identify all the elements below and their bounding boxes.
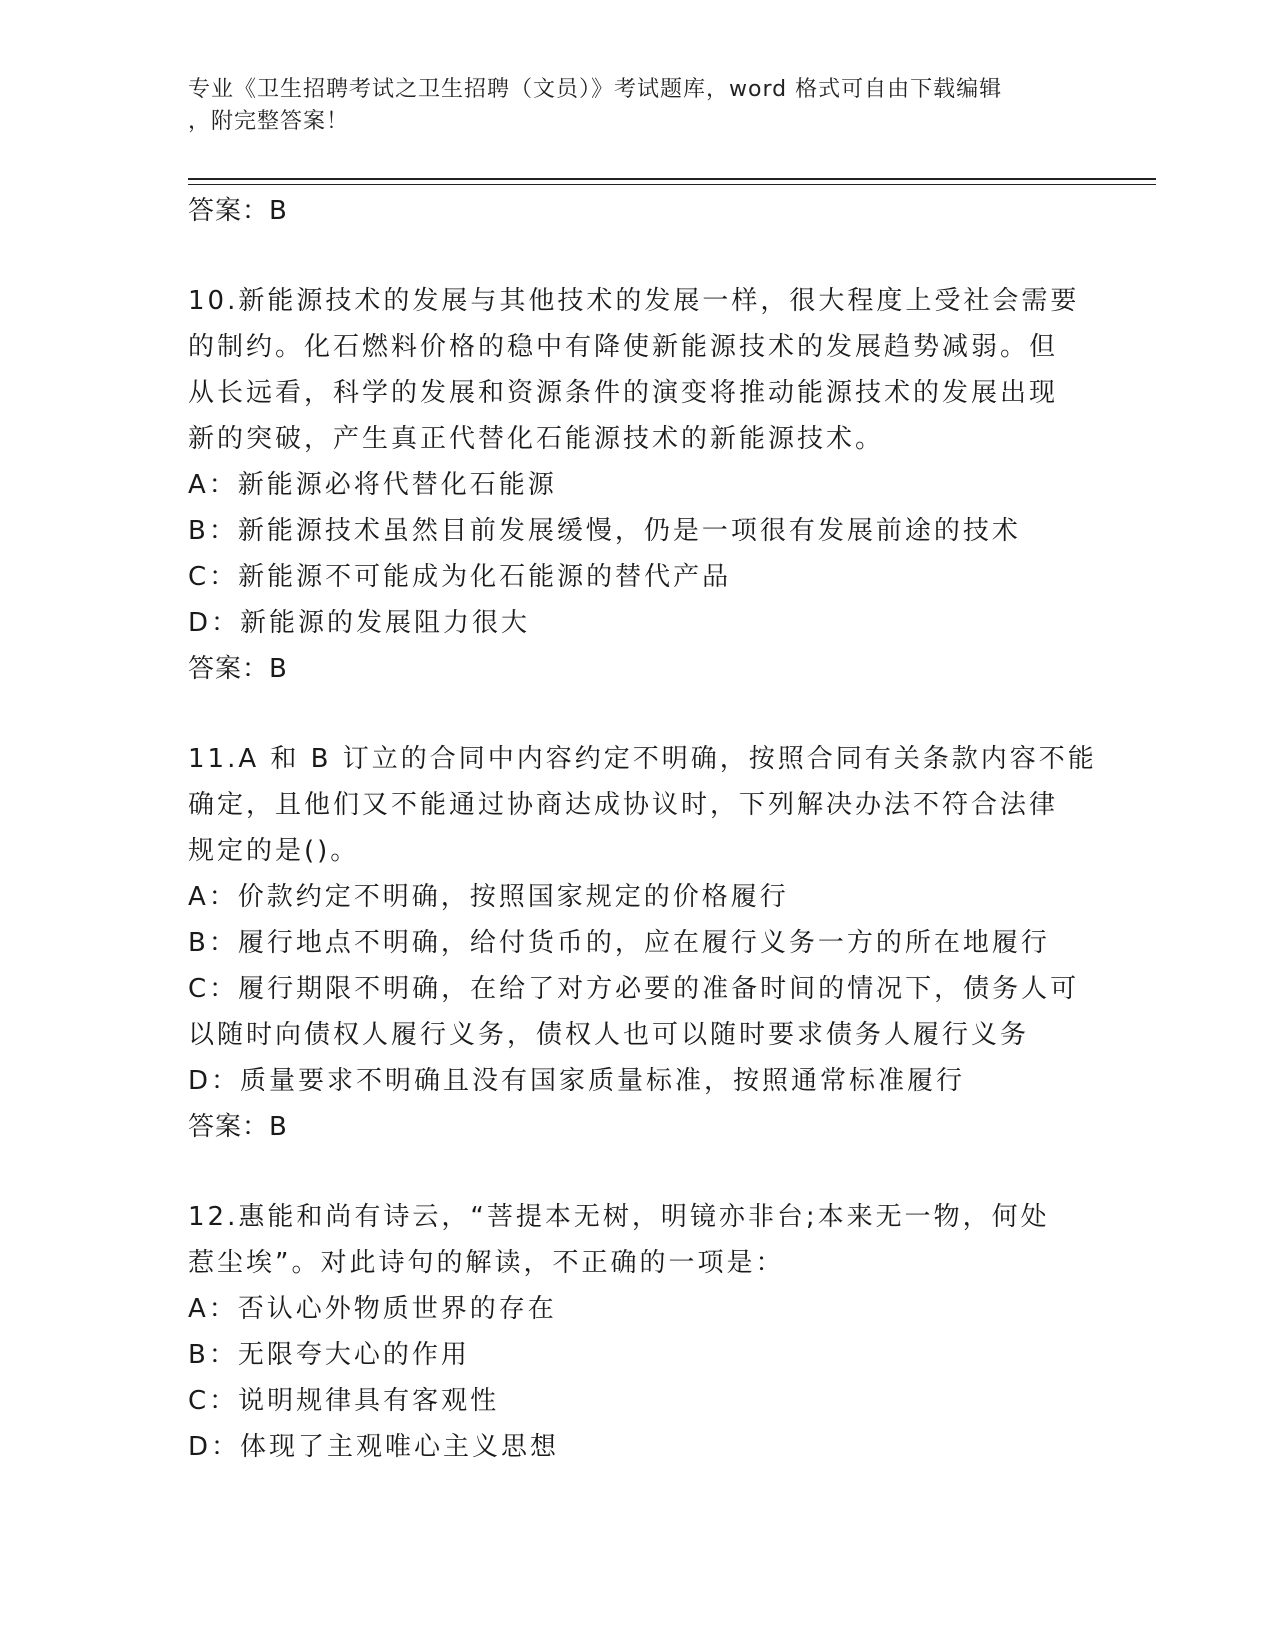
question-11-line: 确定，且他们又不能通过协商达成协议时，下列解决办法不符合法律 — [188, 790, 1059, 820]
header-divider-thin — [188, 184, 1156, 185]
question-12-option-d: D：体现了主观唯心主义思想 — [188, 1432, 560, 1462]
question-11-option-c: C：履行期限不明确，在给了对方必要的准备时间的情况下，债务人可 — [188, 974, 1080, 1004]
question-11 — [188, 736, 1097, 1150]
question-10-option-c: C：新能源不可能成为化石能源的替代产品 — [188, 562, 732, 592]
question-11-line: 11.A 和 B 订立的合同中内容约定不明确，按照合同有关条款内容不能 — [188, 744, 1097, 774]
header-line-1: 专业《卫生招聘考试之卫生招聘（文员）》考试题库，word 格式可自由下载编辑 — [188, 77, 1003, 102]
question-10-option-a: A：新能源必将代替化石能源 — [188, 470, 557, 500]
question-10 — [188, 278, 1088, 692]
question-10-answer: 答案：B — [188, 654, 288, 684]
question-11-option-d: D：质量要求不明确且没有国家质量标准，按照通常标准履行 — [188, 1066, 966, 1096]
question-10-option-d: D：新能源的发展阻力很大 — [188, 608, 531, 638]
question-11-option-b: B：履行地点不明确，给付货币的，应在履行义务一方的所在地履行 — [188, 928, 1050, 958]
question-12 — [188, 1194, 1088, 1470]
question-12-option-a: A：否认心外物质世界的存在 — [188, 1294, 557, 1324]
document-header — [188, 74, 1068, 138]
question-11-option-a: A：价款约定不明确，按照国家规定的价格履行 — [188, 882, 789, 912]
question-12-line: 惹尘埃”。对此诗句的解读，不正确的一项是： — [188, 1248, 785, 1278]
question-10-line: 从长远看，科学的发展和资源条件的演变将推动能源技术的发展出现 — [188, 378, 1059, 408]
question-11-answer: 答案：B — [188, 1112, 288, 1142]
spacer — [188, 234, 1088, 278]
previous-answer: 答案：B — [188, 196, 288, 226]
question-12-option-c: C：说明规律具有客观性 — [188, 1386, 500, 1416]
question-10-line: 新的突破，产生真正代替化石能源技术的新能源技术。 — [188, 424, 885, 454]
question-10-line: 的制约。化石燃料价格的稳中有降使新能源技术的发展趋势减弱。但 — [188, 332, 1059, 362]
question-11-line: 规定的是()。 — [188, 836, 360, 866]
question-12-option-b: B：无限夸大心的作用 — [188, 1340, 470, 1370]
question-10-option-b: B：新能源技术虽然目前发展缓慢，仍是一项很有发展前途的技术 — [188, 516, 1021, 546]
document-body — [188, 188, 1097, 1470]
question-10-line: 10.新能源技术的发展与其他技术的发展一样，很大程度上受社会需要 — [188, 286, 1080, 316]
question-12-line: 12.惠能和尚有诗云，“菩提本无树，明镜亦非台;本来无一物，何处 — [188, 1202, 1050, 1232]
spacer — [188, 1150, 1088, 1194]
header-line-2: ，附完整答案！ — [188, 109, 350, 134]
header-divider-thick — [188, 178, 1156, 180]
spacer — [188, 692, 1088, 736]
question-11-option-c-cont: 以随时向债权人履行义务，债权人也可以随时要求债务人履行义务 — [188, 1020, 1030, 1050]
